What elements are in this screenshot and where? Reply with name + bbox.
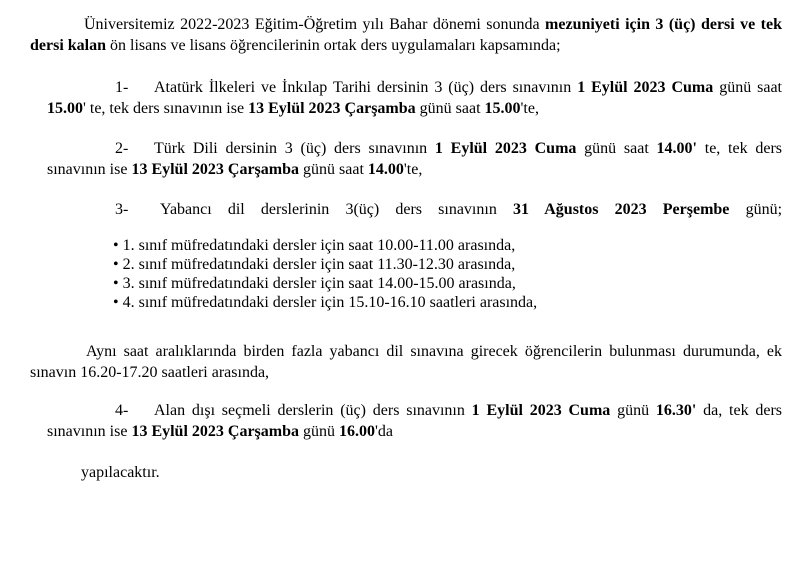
item-4-text: Alan dışı seçmeli derslerin (üç) ders sınavının (154, 402, 472, 419)
item-2-text-5: 'te, (403, 161, 423, 178)
item-4-time-single: 16.00 (339, 423, 376, 440)
item-2-time-single: 14.00 (367, 161, 404, 178)
item-1-text-5: 'te, (520, 100, 539, 117)
item-1-date-single: 13 Eylül 2023 Çarşamba (248, 100, 416, 117)
note-paragraph (30, 341, 782, 383)
item-4-time-3: 16.30' (655, 402, 697, 419)
intro-text: Üniversitemiz 2022-2023 Eğitim-Öğretim yılı Bahar dönemi sonunda (84, 16, 546, 33)
item-4-text-5: 'da (375, 423, 393, 440)
item-1-text-3: ' te, tek ders sınavının ise (83, 100, 249, 117)
item-4-text-3: da, tek ders sınavının ise (47, 402, 783, 440)
item-4-text-4: günü (299, 423, 340, 440)
exam-time-list (113, 236, 537, 312)
list-item: • 2. sınıf müfredatındaki dersler için saat 11.30-12.30 arasında, (113, 256, 516, 273)
item-3-text-2: günü; (729, 201, 783, 218)
intro-paragraph (30, 14, 782, 56)
item-2-number: 2- (115, 140, 129, 157)
item-2-text: Türk Dili dersinin 3 (üç) ders sınavının (154, 140, 435, 157)
item-3-text: Yabancı dil derslerinin 3(üç) ders sınavının (160, 201, 513, 218)
list-item: • 4. sınıf müfredatındaki dersler için 15.10-16.10 saatleri arasında, (113, 294, 538, 311)
intro-bold: mezuniyeti için 3 (üç) dersi ve tek dersi kalan (30, 16, 782, 54)
item-4-date-3: 1 Eylül 2023 Cuma (471, 402, 611, 419)
item-2-paragraph (47, 138, 782, 180)
item-4-date-single: 13 Eylül 2023 Çarşamba (131, 423, 300, 440)
item-3-date: 31 Ağustos 2023 Perşembe (512, 201, 730, 218)
item-1-time-single: 15.00 (484, 100, 521, 117)
item-1-date-3: 1 Eylül 2023 Cuma (577, 79, 714, 96)
item-2-time-3: 14.00' (656, 140, 697, 157)
item-2-text-4: günü saat (299, 161, 368, 178)
item-1-paragraph (47, 77, 782, 119)
item-4-number: 4- (115, 402, 129, 419)
item-1-number: 1- (115, 79, 129, 96)
item-4-paragraph (47, 400, 782, 442)
list-item: • 1. sınıf müfredatındaki dersler için saat 10.00-11.00 arasında, (113, 237, 516, 254)
item-2-date-single: 13 Eylül 2023 Çarşamba (131, 161, 300, 178)
item-2-date-3: 1 Eylül 2023 Cuma (434, 140, 577, 157)
item-3-paragraph (47, 199, 782, 220)
note-text: Aynı saat aralıklarında birden fazla yabancı dil sınavına girecek öğrencilerin bulunması durumunda, ek sınavın 16.20-17.20 saatleri arasında, (30, 343, 782, 381)
item-3-number: 3- (115, 201, 129, 218)
item-4-text-2: günü (610, 402, 656, 419)
item-1-text: Atatürk İlkeleri ve İnkılap Tarihi dersinin 3 (üç) ders sınavının (154, 79, 578, 96)
item-1-text-2: günü saat (713, 79, 782, 96)
intro-text-end: ön lisans ve lisans öğrencilerinin ortak ders uygulamaları kapsamında; (106, 37, 561, 54)
list-item: • 3. sınıf müfredatındaki dersler için saat 14.00-15.00 arasında, (113, 275, 516, 292)
item-2-text-3: te, tek ders sınavının ise (47, 140, 783, 178)
closing-text: yapılacaktır. (81, 464, 160, 481)
item-1-time-3: 15.00 (47, 100, 83, 117)
item-2-text-2: günü saat (576, 140, 657, 157)
item-1-text-4: günü saat (415, 100, 485, 117)
